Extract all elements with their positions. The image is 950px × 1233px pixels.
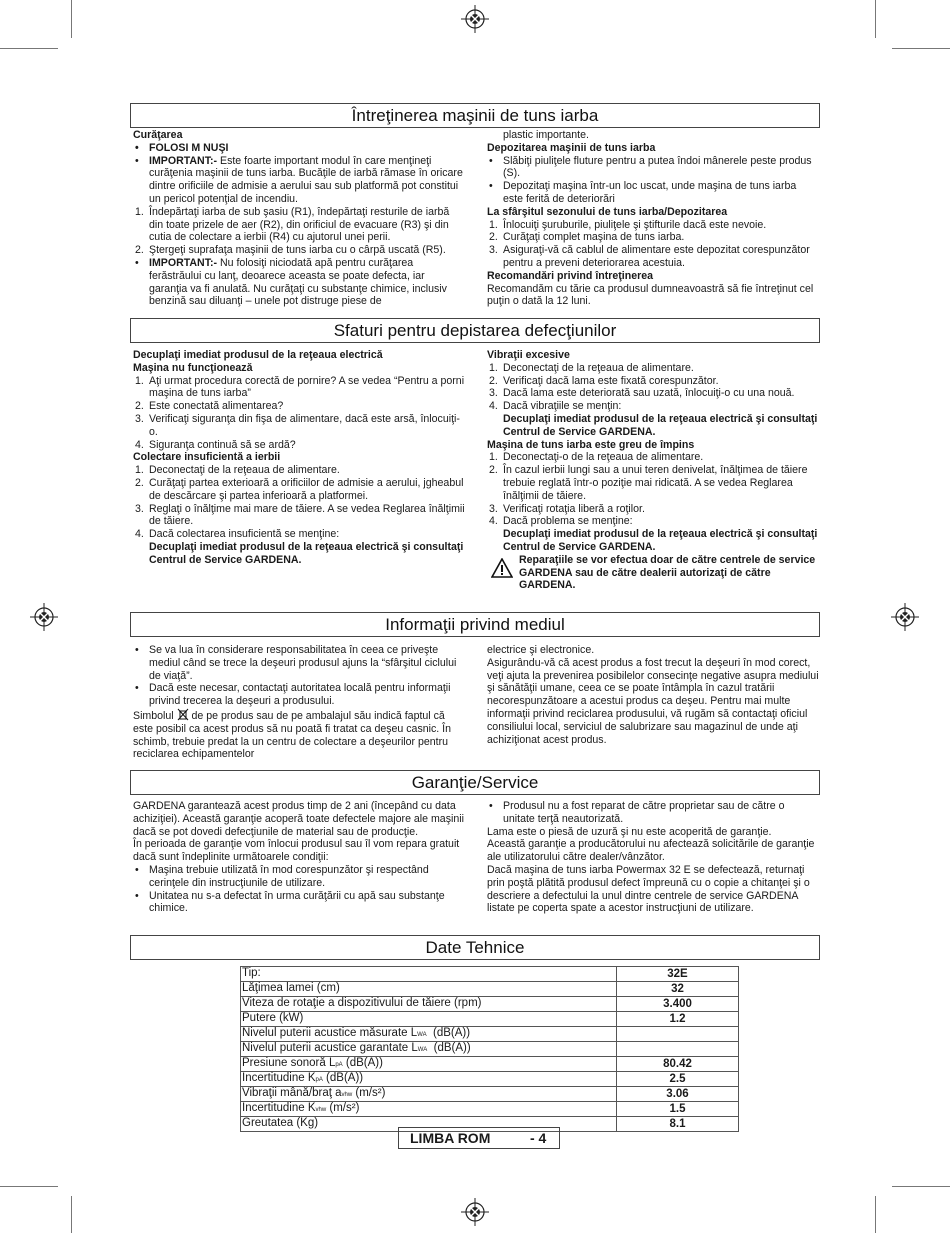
section-title-technical-data: Date Tehnice: [130, 935, 820, 960]
subheading: Maşina nu funcţionează: [133, 361, 253, 374]
section-title-warranty: Garanţie/Service: [130, 770, 820, 795]
spec-label: Vibraţii mână/braţ avhw (m/s²): [241, 1087, 617, 1102]
spec-value: [617, 1027, 739, 1042]
crop-mark: [892, 48, 950, 49]
crop-mark: [71, 1196, 72, 1233]
list-item: • FOLOSI M NUŞI: [135, 141, 229, 154]
subheading: Depozitarea maşinii de tuns iarba: [487, 141, 656, 154]
list-item: • Dacă este necesar, contactaţi autoritatea locală pentru informaţii privind trecerea la deşeuri a produsului.: [135, 682, 451, 708]
paragraph: Recomandăm cu tărie ca produsul dumneavoastră să fie întreţinut cel puţin o dată la 12 luni.: [487, 282, 814, 308]
list-item: 2. Este conectată alimentarea?: [135, 400, 284, 413]
registration-mark-icon: [30, 603, 58, 631]
list-item: 2. Curăţaţi partea exterioară a orificiilor de admisie a aerului, jgheabul de descărcare şi partea inferioară a platformei.: [135, 476, 464, 502]
technical-data-table: [240, 966, 739, 1132]
crop-mark: [71, 0, 72, 38]
list-item: • IMPORTANT:- Este foarte important modul în care menţineţi curăţenia maşinii de tuns iarba. Bucăţile de iarbă rămase în oricare dintre orificiile de admisie a aerului sau sub platformă pot constitui un pericol potenţial de incendiu.: [135, 154, 463, 205]
list-item: 1. Deconectaţi de la reţeaua de alimentare.: [135, 464, 340, 477]
list-item: 4. Dacă problema se menţine:: [489, 515, 633, 528]
list-item: 3. Dacă lama este deteriorată sau uzată, înlocuiţi-o cu una nouă.: [489, 387, 795, 400]
list-item: • Produsul nu a fost reparat de către proprietar sau de către o unitate terţă neautorizată.: [489, 800, 785, 825]
list-item: 4. Dacă vibraţiile se menţin:: [489, 400, 622, 413]
warranty-left-column: [133, 800, 465, 915]
maintenance-right-column: [487, 129, 817, 308]
list-item: 2. Curăţaţi complet maşina de tuns iarba.: [489, 231, 685, 244]
page-number: - 4: [530, 1130, 547, 1146]
warning-note: Reparaţiile se vor efectua doar de către centrele de service GARDENA sau de către dealerii autorizaţi de către GARDENA.: [487, 554, 819, 592]
paragraph: Asigurându-vă că acest produs a fost trecut la deşeuri în mod corect, veţi ajuta la prevenirea posibilelor consecinţe negative asupra mediului şi sănătăţii umane, ceea ce se poate întâmpla în cazul tratării necorespunzătoare a acestui produs ca deşeu. Pentru mai multe informaţii privind reciclarea produsului, vă rugăm să contactaţi oficiul consiliului local, serviciul de salubrizare sau magazinul de unde aţi achiziţionat acest produs.: [487, 656, 819, 746]
list-item: • IMPORTANT:- Nu folosiţi niciodată apă pentru curăţarea ferăstrăului cu lanţ, deoarece aceasta se poate defecta, iar garanţia va fi anulată. Nu curăţaţi cu substanţe chimice, inclusiv benzină sau diluanţi – unele pot distruge piese de: [135, 256, 447, 308]
spec-value: [617, 1042, 739, 1057]
list-item: • Se va lua în considerare responsabilitatea în ceea ce priveşte mediul când se trece la deşeuri produsul ajuns la “sfârşitul ciclului de viaţă”.: [135, 644, 457, 682]
section-title-troubleshooting: Sfaturi pentru depistarea defecţiunilor: [130, 318, 820, 343]
section-title-environment: Informaţii privind mediul: [130, 612, 820, 637]
environment-left-column: [133, 644, 465, 761]
emphasis-text: Decuplaţi imediat produsul de la reţeaua electrică şi consultaţi Centrul de Service GARDENA.: [503, 412, 818, 438]
table-row: [241, 967, 739, 982]
crop-mark: [875, 1196, 876, 1233]
environment-right-column: [487, 644, 819, 746]
troubleshooting-left-column: [133, 349, 465, 567]
spec-label: Putere (kW): [241, 1012, 617, 1027]
list-item: 1. Aţi urmat procedura corectă de pornire? A se vedea “Pentru a porni maşina de tuns iarba”: [135, 374, 465, 400]
paragraph: Această garanţie a producătorului nu afectează solicitările de garanţie ale utilizatorului către dealer/vânzător.: [487, 838, 815, 864]
continued-text: plastic importante.: [503, 129, 589, 141]
warranty-right-column: [487, 800, 819, 915]
list-item: 4. Dacă colectarea insuficientă se menţine:: [135, 528, 340, 541]
table-row: [241, 1072, 739, 1087]
list-item: 1. Înlocuiţi şuruburile, piuliţele şi ştifturile dacă este nevoie.: [489, 218, 767, 231]
table-row: [241, 1057, 739, 1072]
warning-triangle-icon: [491, 558, 513, 578]
table-row: [241, 1027, 739, 1042]
registration-mark-icon: [461, 5, 489, 33]
subheading: Colectare insuficientă a ierbii: [133, 451, 281, 464]
subheading: Maşina de tuns iarba este greu de împins: [487, 438, 695, 451]
crop-mark: [0, 48, 58, 49]
continued-text: electrice şi electronice.: [487, 644, 595, 656]
paragraph: Dacă maşina de tuns iarba Powermax 32 E se defectează, returnaţi prin poştă plătită produsul defect împreună cu o copie a chitanţei şi o descriere a defectului la unul dintre centrele de service GARDENA listate pe coperta spate a acestor instrucţiuni de utilizare.: [487, 863, 810, 915]
emphasis-text: Decuplaţi imediat produsul de la reţeaua electrică şi consultaţi Centrul de Service GARDENA.: [149, 540, 464, 566]
subheading: Vibraţii excesive: [487, 349, 570, 361]
list-item: • Slăbiţi piuliţele fluture pentru a putea îndoi mânerele peste produs (S).: [489, 154, 812, 180]
list-item: 1. Deconectaţi de la reţeaua de alimentare.: [489, 361, 694, 374]
subheading: La sfârşitul sezonului de tuns iarba/Depozitarea: [487, 205, 728, 218]
section-title-maintenance: Întreţinerea maşinii de tuns iarba: [130, 103, 820, 128]
troubleshooting-right-column: [487, 349, 819, 592]
list-item: 2. Ştergeţi suprafaţa maşinii de tuns iarba cu o cârpă uscată (R5).: [135, 244, 446, 257]
maintenance-left-column: [133, 129, 465, 308]
list-item: 3. Reglaţi o înălţime mai mare de tăiere. A se vedea Reglarea înălţimii de tăiere.: [135, 502, 465, 528]
crossed-bin-icon: [177, 708, 189, 721]
spec-value: 8.1: [617, 1117, 739, 1132]
spec-value: 3.400: [617, 997, 739, 1012]
registration-mark-icon: [461, 1198, 489, 1226]
spec-label: Incertitudine KpA (dB(A)): [241, 1072, 617, 1087]
spec-value: 1.2: [617, 1012, 739, 1027]
spec-label: Incertitudine Kvhw (m/s²): [241, 1102, 617, 1117]
paragraph: GARDENA garantează acest produs timp de 2 ani (începând cu data achiziţiei). Această garanţie acoperă toate defectele majore ale maşinii dacă se pot dovedi defecţiunile de material sau de producţie.: [133, 800, 464, 838]
table-row: [241, 1102, 739, 1117]
crop-mark: [875, 0, 876, 38]
list-item: 2. În cazul ierbii lungi sau a unui teren denivelat, înălţimea de tăiere trebuie reglată într-o poziţie mai ridicată. A se vedea Reglarea înălţimii de tăiere.: [489, 464, 808, 502]
spec-label: Nivelul puterii acustice garantate LWA (dB(A)): [241, 1042, 617, 1057]
subheading: Recomandări privind întreţinerea: [487, 269, 654, 282]
table-row: [241, 982, 739, 997]
spec-label: Presiune sonoră LpA (dB(A)): [241, 1057, 617, 1072]
paragraph: Lama este o piesă de uzură şi nu este acoperită de garanţie.: [487, 825, 772, 838]
table-row: [241, 1042, 739, 1057]
subheading: Decuplaţi imediat produsul de la reţeaua electrică: [133, 349, 383, 361]
spec-value: 2.5: [617, 1072, 739, 1087]
table-row: [241, 1012, 739, 1027]
spec-label: Viteza de rotaţie a dispozitivului de tăiere (rpm): [241, 997, 617, 1012]
list-item: 1. Deconectaţi-o de la reţeaua de alimentare.: [489, 451, 704, 464]
list-item: 3. Verificaţi siguranţa din fişa de alimentare, dacă este arsă, înlocuiţi-o.: [135, 412, 460, 438]
footer-language: LIMBA ROM: [410, 1130, 491, 1146]
subheading: Curăţarea: [133, 129, 183, 141]
list-item: • Maşina trebuie utilizată în mod corespunzător şi respectând cerinţele din instrucţiunile de utilizare.: [135, 863, 429, 889]
crop-mark: [892, 1186, 950, 1187]
emphasis-text: Decuplaţi imediat produsul de la reţeaua electrică şi consultaţi Centrul de Service GARDENA.: [503, 528, 818, 553]
registration-mark-icon: [891, 603, 919, 631]
spec-value: 32: [617, 982, 739, 997]
list-item: 3. Verificaţi rotaţia liberă a roţilor.: [489, 502, 645, 515]
spec-value: 80.42: [617, 1057, 739, 1072]
list-item: 3. Asiguraţi-vă că cablul de alimentare este depozitat corespunzător pentru a preveni deteriorarea acestuia.: [489, 244, 810, 269]
spec-label: Greutatea (Kg): [241, 1117, 617, 1132]
list-item: • Unitatea nu s-a defectat în urma curăţării cu apă sau substanţe chimice.: [135, 889, 445, 915]
spec-label: Tip:: [241, 967, 617, 982]
spec-value: 3.06: [617, 1087, 739, 1102]
paragraph: În perioada de garanţie vom înlocui produsul sau îl vom repara gratuit dacă sunt îndeplinite următoarele condiţii:: [133, 838, 460, 864]
table-row: [241, 997, 739, 1012]
list-item: • Depozitaţi maşina într-un loc uscat, unde maşina de tuns iarba este ferită de deteriorări: [489, 180, 797, 205]
page-footer: [398, 1127, 560, 1149]
table-row: [241, 1087, 739, 1102]
spec-value: 32E: [617, 967, 739, 982]
spec-value: 1.5: [617, 1102, 739, 1117]
list-item: 1. Îndepărtaţi iarba de sub şasiu (R1), îndepărtaţi resturile de iarbă din toate prizele de aer (R2), din orificiul de evacuare (R3) şi din cutia de colectare a ierbii (R4) cu ajutorul unei perii.: [135, 205, 450, 244]
list-item: 4. Siguranţa continuă să se ardă?: [135, 438, 296, 451]
list-item: 2. Verificaţi dacă lama este fixată corespunzător.: [489, 374, 719, 387]
crop-mark: [0, 1186, 58, 1187]
paragraph: Simbolul de pe produs sau de pe ambalajul său indică faptul că este posibil ca acest produs să nu poată fi tratat ca deşeu casnic. În schimb, trebuie predat la un centru de colectare a deşeurilor pentru reciclarea echipamentelor: [133, 709, 451, 761]
spec-label: Lăţimea lamei (cm): [241, 982, 617, 997]
spec-label: Nivelul puterii acustice măsurate LWA (dB(A)): [241, 1027, 617, 1042]
